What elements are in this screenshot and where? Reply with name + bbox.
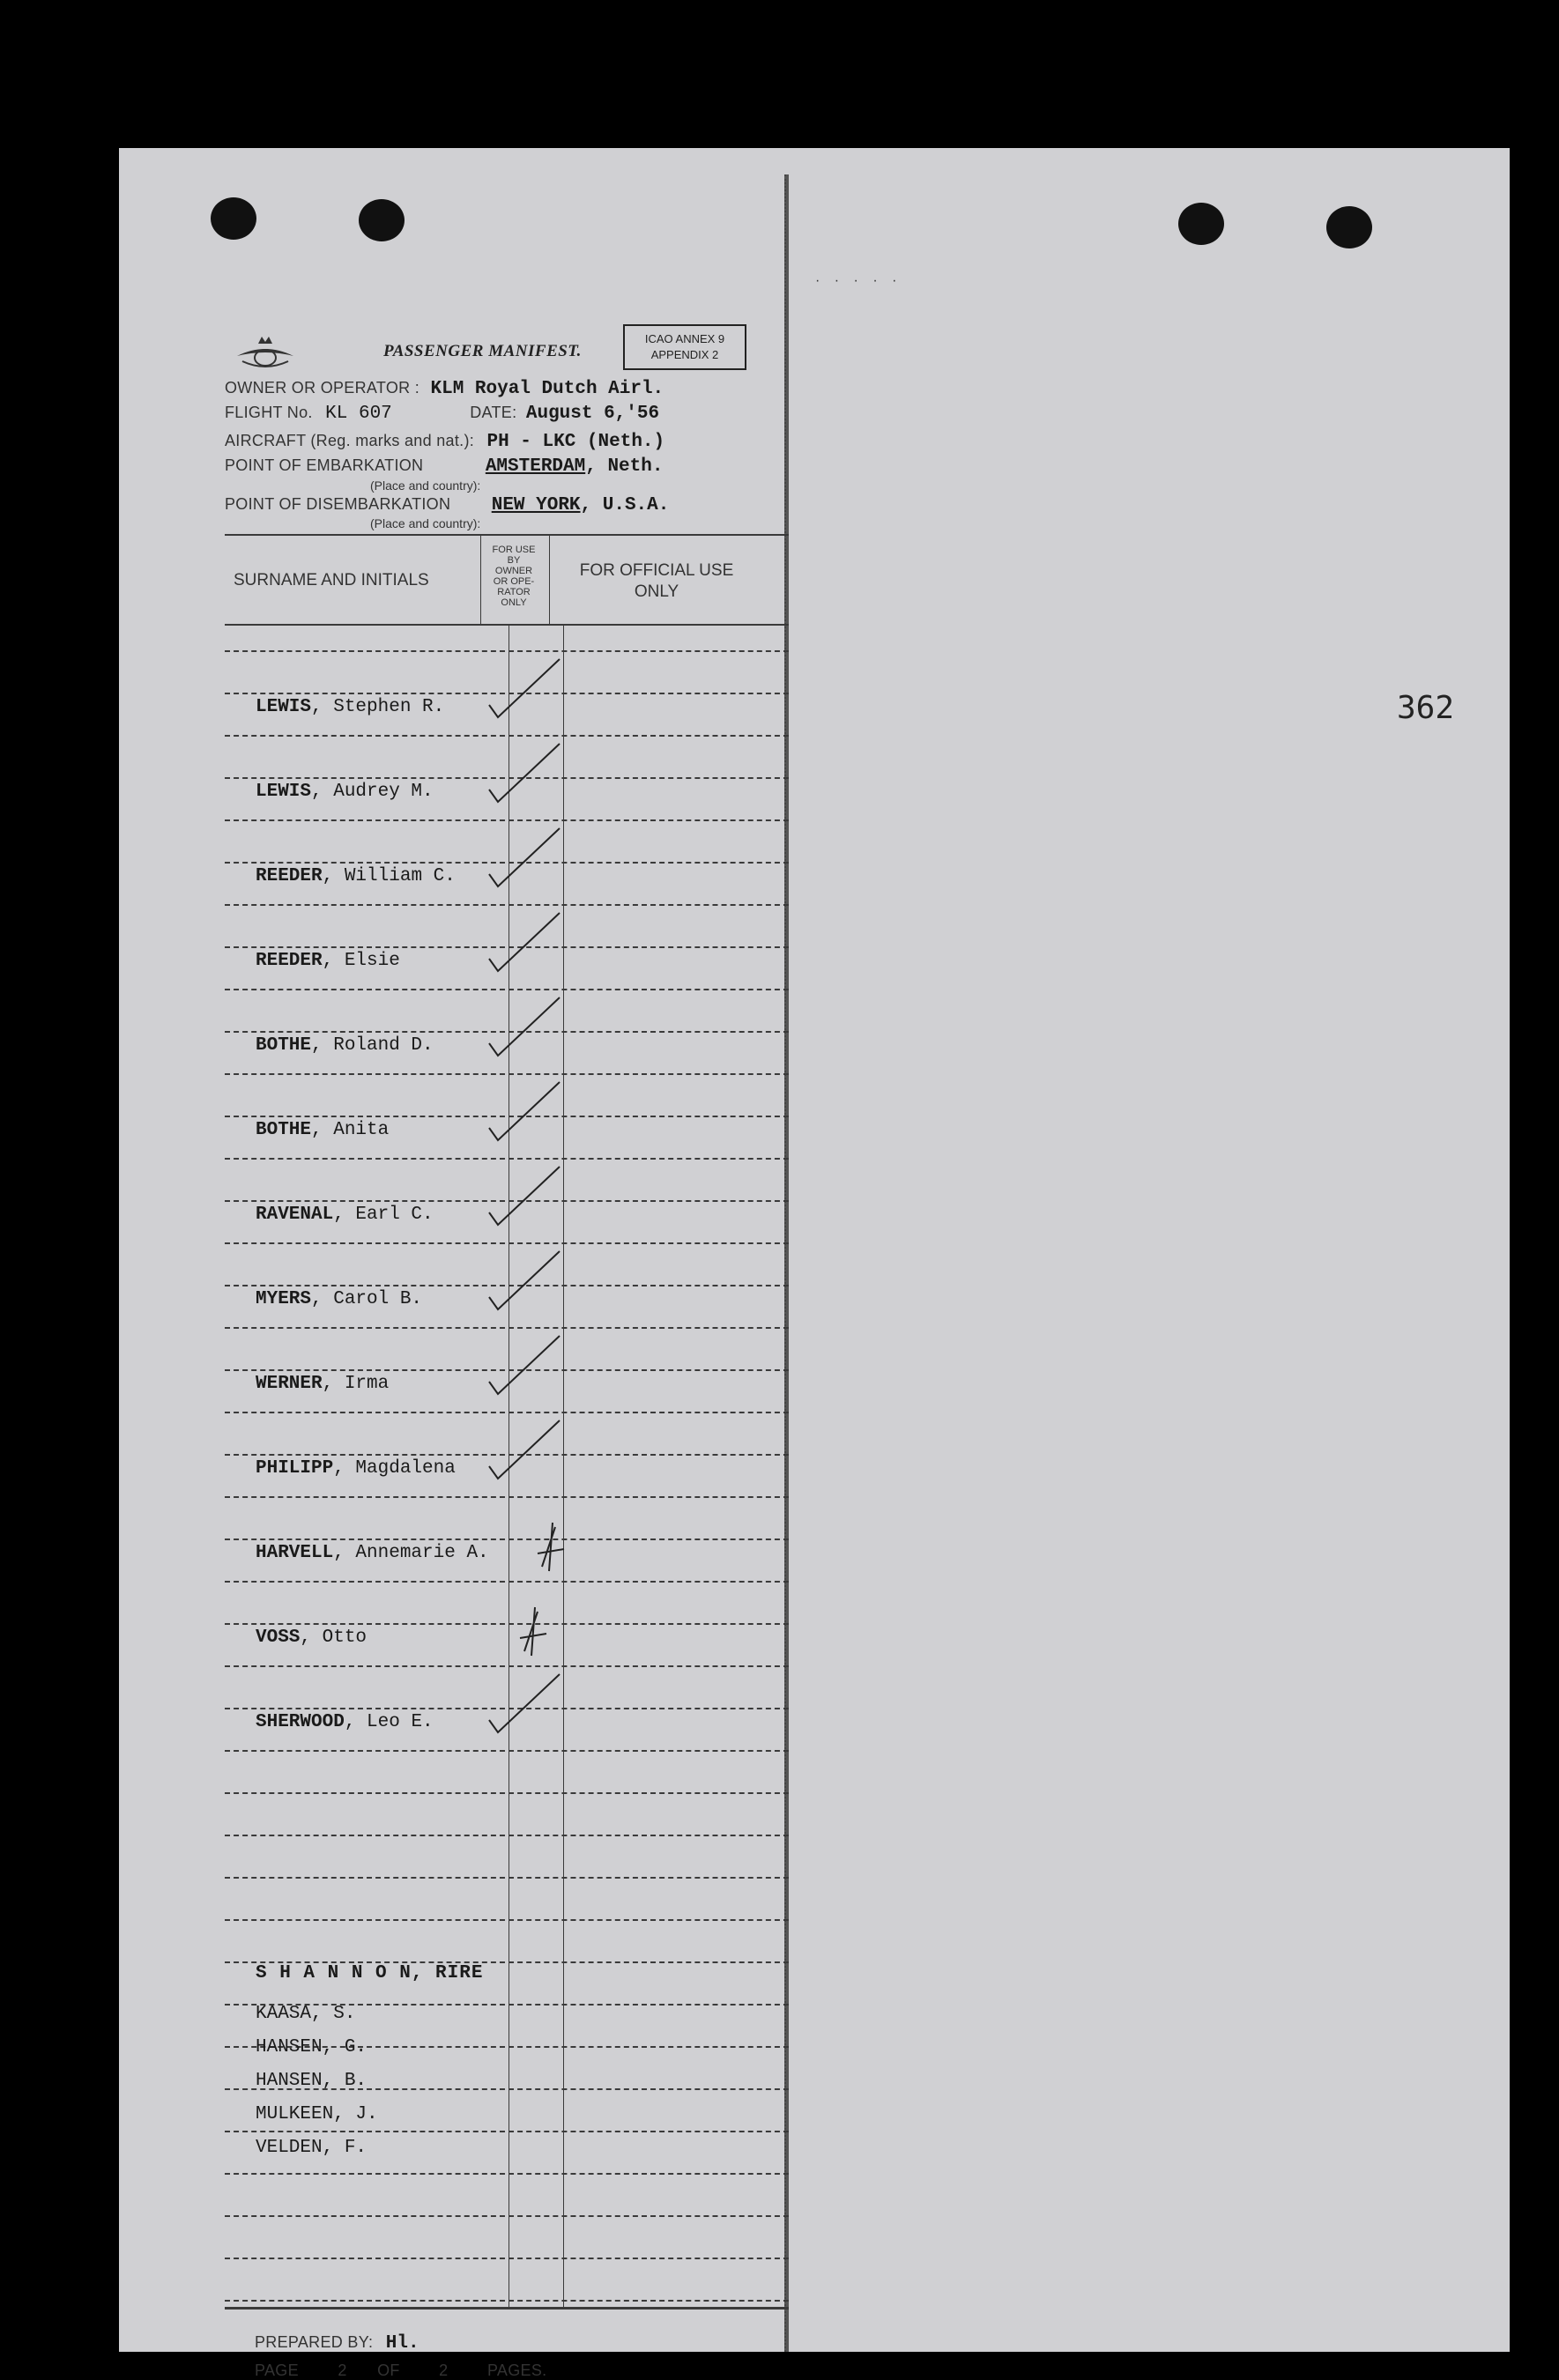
punch-hole [211,197,256,240]
crew-row: KAASA, S. [256,2004,356,2024]
flight-value: KL 607 [325,404,392,424]
passenger-given-names: , Stephen R. [311,697,445,717]
passenger-given-names: , Earl C. [333,1205,434,1225]
embarkation-note: (Place and country): [370,478,481,493]
passenger-surname: RAVENAL [256,1205,334,1225]
aircraft-label: AIRCRAFT (Reg. marks and nat.): [225,432,475,449]
punch-hole [359,199,405,241]
passenger-surname: HARVELL [256,1543,334,1563]
passenger-given-names: , Anita [311,1120,390,1140]
passenger-given-names: , Roland D. [311,1035,434,1056]
crew-row: MULKEEN, J. [256,2104,378,2124]
ruled-line [225,1919,789,1921]
tick-mark [489,997,560,1056]
embarkation-city: AMSTERDAM [485,456,586,477]
ruled-line [225,2131,789,2132]
tick-mark [489,1167,560,1225]
passenger-given-names: , Audrey M. [311,782,434,802]
tick-mark [489,828,560,886]
flight-label: FLIGHT No. [225,404,313,421]
tick-mark [489,1336,560,1394]
passenger-given-names: , Annemarie A. [333,1543,489,1563]
page-value: 2 [338,2361,347,2379]
ruled-line [225,2300,789,2302]
ruled-line [225,1835,789,1836]
crew-row: HANSEN, B. [256,2071,367,2091]
col-official-header: FOR OFFICIAL USE ONLY [579,561,734,601]
passenger-surname: REEDER [256,951,323,971]
passenger-surname: SHERWOOD [256,1712,345,1732]
passenger-surname: LEWIS [256,697,312,717]
ruled-line [225,2173,789,2175]
owner-label: OWNER OR OPERATOR : [225,379,420,397]
passenger-surname: VOSS [256,1627,301,1648]
passenger-given-names: , Leo E. [344,1712,434,1732]
passenger-given-names: , Otto [300,1627,367,1648]
aircraft-value: PH - LKC (Neth.) [486,432,665,452]
tick-mark [489,913,560,971]
passenger-manifest-form [225,236,793,2379]
passenger-surname: MYERS [256,1289,312,1309]
punch-hole [1326,206,1372,248]
decorative-dots: · · · · · [815,273,902,288]
owner-value: KLM Royal Dutch Airl. [430,379,664,399]
passenger-surname: BOTHE [256,1120,312,1140]
disembarkation-note: (Place and country): [370,516,481,530]
tick-mark [520,1607,546,1656]
pages-label: PAGES. [486,2361,547,2379]
passenger-given-names: , William C. [322,866,456,886]
of-label: OF [377,2361,400,2379]
annex-line-1: ICAO ANNEX 9 [644,332,725,345]
col-surname-header: SURNAME AND INITIALS [234,571,429,589]
embarkation-label: POINT OF EMBARKATION [225,456,424,474]
crew-heading: S H A N N O N, RIRE [256,1963,484,1983]
passenger-surname: BOTHE [256,1035,312,1056]
tick-mark [489,744,560,802]
punch-hole [1178,203,1224,245]
table-bottom-border [225,2307,789,2310]
passenger-given-names: , Carol B. [311,1289,423,1309]
disembarkation-country: , U.S.A. [580,495,670,515]
passenger-surname: REEDER [256,866,323,886]
passenger-given-names: , Elsie [322,951,400,971]
page-label: PAGE [255,2361,299,2379]
tick-mark [489,659,560,717]
stamp-number: 362 [1397,690,1455,726]
passenger-surname: WERNER [256,1374,323,1394]
tick-mark [489,1420,560,1479]
embarkation-country: , Neth. [585,456,664,477]
ruled-line [225,1792,789,1794]
of-value: 2 [439,2361,449,2379]
disembarkation-city: NEW YORK [491,495,581,515]
ruled-line [225,2215,789,2217]
disembarkation-label: POINT OF DISEMBARKATION [225,495,451,513]
tick-mark [538,1523,564,1571]
col-operator-header: FOR USE BY OWNER OR OPE- RATOR ONLY [492,545,536,608]
passenger-given-names: , Magdalena [333,1458,456,1479]
date-value: August 6,'56 [525,404,660,424]
annex-line-2: APPENDIX 2 [650,348,719,361]
prepared-by-row [255,2333,419,2354]
prepared-label: PREPARED BY: [255,2333,374,2351]
crew-row: HANSEN, G. [256,2037,367,2057]
tick-mark [489,1082,560,1140]
tick-marks [225,236,793,1734]
passenger-surname: LEWIS [256,782,312,802]
ruled-line [225,2258,789,2259]
manifest-sheet [119,148,1510,2379]
passenger-given-names: , Irma [322,1374,390,1394]
tick-mark [489,1674,560,1732]
page-count-row [255,2361,546,2380]
prepared-value: Hl. [385,2333,419,2354]
ruled-line [225,1877,789,1879]
date-label: DATE: [470,404,517,421]
crew-row: VELDEN, F. [256,2138,367,2158]
passenger-surname: PHILIPP [256,1458,334,1479]
ruled-line [225,1750,789,1752]
tick-mark [489,1251,560,1309]
manifest-title: PASSENGER MANIFEST. [383,342,582,360]
